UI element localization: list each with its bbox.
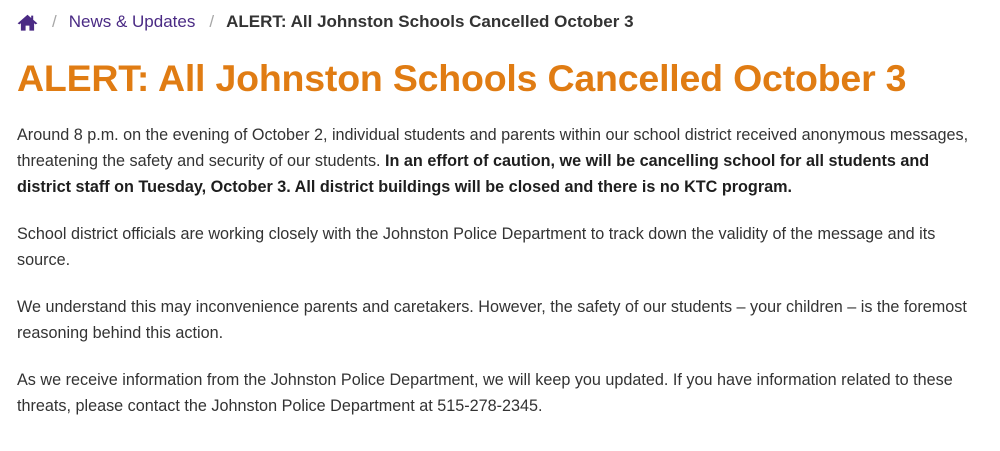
home-link[interactable] [17, 14, 38, 31]
paragraph-1-text: Around 8 p.m. on the evening of October 2, individual students and parents within our school district received anonymous messages, threatening the safety and security of our students. [17, 126, 969, 170]
breadcrumb [17, 0, 982, 44]
article-paragraph-4: As we receive information from the Johnston Police Department, we will keep you updated. If you have information related to these threats, please contact the Johnston Police Department at 515-278-2345. [17, 371, 953, 415]
page-title: ALERT: All Johnston Schools Cancelled October 3 [17, 57, 907, 99]
breadcrumb-news-link[interactable]: News & Updates [68, 12, 196, 31]
article-paragraph-1 [17, 122, 982, 200]
paragraph-1-bold-text: In an effort of caution, we will be cancelling school for all students and district staff on Tuesday, October 3. All district buildings will be closed and there is no KTC program. [17, 152, 930, 196]
breadcrumb-separator: / [52, 12, 57, 31]
breadcrumb-separator: / [209, 12, 215, 31]
article-body [17, 122, 982, 419]
article-paragraph-2: School district officials are working closely with the Johnston Police Department to track down the validity of the message and its source. [17, 225, 936, 269]
home-icon [17, 14, 38, 31]
article-paragraph-3: We understand this may inconvenience parents and caretakers. However, the safety of our students – your children – is the foremost reasoning behind this action. [17, 298, 967, 342]
breadcrumb-current: ALERT: All Johnston Schools Cancelled October 3 [226, 12, 634, 31]
